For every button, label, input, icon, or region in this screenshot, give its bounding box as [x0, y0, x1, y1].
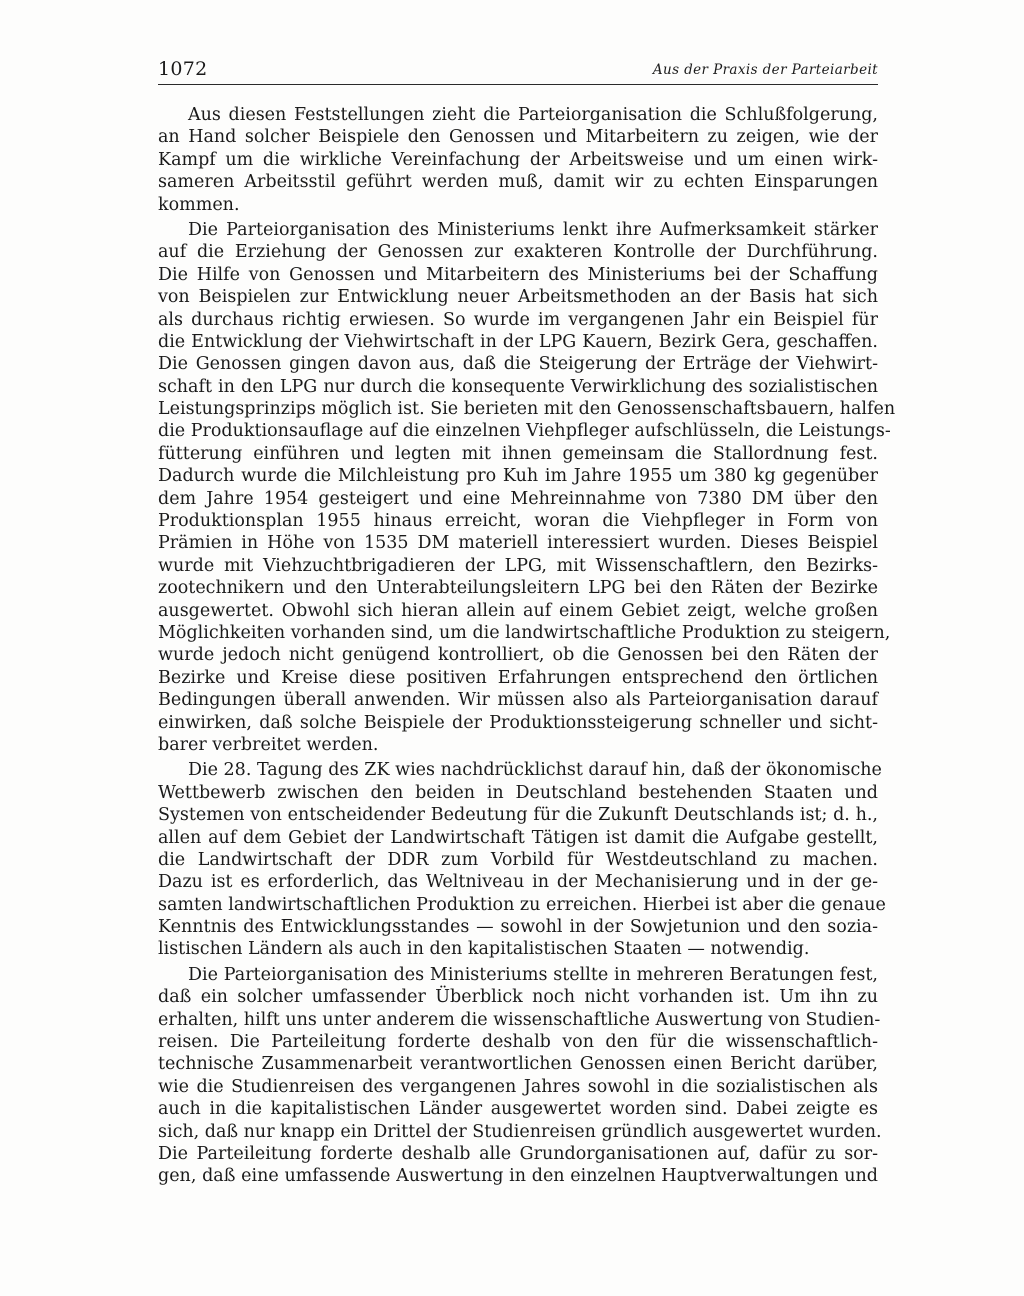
- text-line: Die 28. Tagung des ZK wies nachdrücklichst darauf hin, daß der ökonomische: [188, 760, 882, 781]
- text-line: Kampf um die wirkliche Vereinfachung der Arbeitsweise und um einen wirk-: [158, 149, 878, 170]
- text-line: erhalten, hilft uns unter anderem die wissenschaftliche Auswertung von Studien-: [158, 1009, 881, 1030]
- text-line: Dazu ist es erforderlich, das Weltniveau in der Mechanisierung und in der ge-: [158, 872, 878, 893]
- text-line: daß ein solcher umfassender Überblick noch nicht vorhanden ist. Um ihn zu: [158, 987, 878, 1008]
- text-line: Systemen von entscheidender Bedeutung für die Zukunft Deutschlands ist; d. h.,: [158, 805, 878, 826]
- text-line: Die Parteileitung forderte deshalb alle Grundorganisationen auf, dafür zu sor-: [158, 1143, 878, 1164]
- text-line: ausgewertet. Obwohl sich hieran allein auf einem Gebiet zeigt, welche großen: [158, 600, 878, 621]
- paragraph: [158, 759, 886, 961]
- paragraph: [158, 104, 878, 216]
- text-line: Aus diesen Feststellungen zieht die Parteiorganisation die Schlußfolgerung,: [188, 105, 878, 125]
- text-line: technische Zusammenarbeit verantwortlichen Genossen einen Bericht darüber,: [158, 1054, 878, 1075]
- page-number: 1072: [158, 58, 208, 80]
- text-line: samten landwirtschaftlichen Produktion zu erreichen. Hierbei ist aber die genaue: [158, 894, 886, 915]
- text-line: schaft in den LPG nur durch die konsequente Verwirklichung des sozialistischen: [158, 376, 878, 397]
- text-line: die Entwicklung der Viehwirtschaft in der LPG Kauern, Bezirk Gera, geschaffen.: [158, 331, 878, 352]
- text-line: Kenntnis des Entwicklungsstandes — sowohl in der Sowjetunion und den sozia-: [158, 917, 878, 938]
- text-line: sich, daß nur knapp ein Drittel der Studienreisen gründlich ausgewertet wurden.: [158, 1121, 882, 1142]
- text-line: kommen.: [158, 194, 240, 215]
- text-line: Dadurch wurde die Milchleistung pro Kuh im Jahre 1955 um 380 kg gegenüber: [158, 466, 878, 487]
- text-line: Produktionsplan 1955 hinaus erreicht, woran die Viehpfleger in Form von: [158, 511, 878, 532]
- text-line: Möglichkeiten vorhanden sind, um die landwirtschaftliche Produktion zu steigern,: [158, 622, 891, 643]
- text-line: wie die Studienreisen des vergangenen Jahres sowohl in die sozialistischen als: [158, 1076, 878, 1097]
- text-line: Prämien in Höhe von 1535 DM materiell interessiert wurden. Dieses Beispiel: [158, 533, 878, 554]
- text-line: barer verbreitet werden.: [158, 734, 379, 755]
- text-line: Leistungsprinzips möglich ist. Sie berieten mit den Genossenschaftsbauern, halfen: [158, 399, 896, 420]
- text-line: an Hand solcher Beispiele den Genossen und Mitarbeitern zu zeigen, wie der: [158, 127, 878, 148]
- text-line: auch in die kapitalistischen Länder ausgewertet worden sind. Dabei zeigte es: [158, 1099, 878, 1120]
- paragraph: [158, 964, 882, 1188]
- text-line: Bezirke und Kreise diese positiven Erfahrungen entsprechend den örtlichen: [158, 667, 878, 688]
- text-line: gen, daß eine umfassende Auswertung in den einzelnen Hauptverwaltungen und: [158, 1166, 878, 1187]
- text-line: Die Genossen gingen davon aus, daß die Steigerung der Erträge der Viehwirt-: [158, 354, 878, 375]
- text-line: von Beispielen zur Entwicklung neuer Arbeitsmethoden an der Basis hat sich: [158, 287, 878, 308]
- text-line: einwirken, daß solche Beispiele der Produktionssteigerung schneller und sicht-: [158, 712, 878, 733]
- text-line: Die Hilfe von Genossen und Mitarbeitern des Ministeriums bei der Schaffung: [158, 264, 878, 285]
- text-line: zootechnikern und den Unterabteilungsleitern LPG bei den Räten der Bezirke: [158, 578, 878, 599]
- text-line: allen auf dem Gebiet der Landwirtschaft Tätigen ist damit die Aufgabe gestellt,: [158, 827, 878, 848]
- text-line: sameren Arbeitsstil geführt werden muß, damit wir zu echten Einsparungen: [158, 172, 878, 193]
- text-line: Die Parteiorganisation des Ministeriums lenkt ihre Aufmerksamkeit stärker: [188, 219, 878, 240]
- text-line: wurde jedoch nicht genügend kontrolliert, ob die Genossen bei den Räten der: [158, 645, 878, 666]
- text-line: Bedingungen überall anwenden. Wir müssen also als Parteiorganisation darauf: [158, 690, 878, 711]
- text-line: Wettbewerb zwischen den beiden in Deutschland bestehenden Staaten und: [158, 782, 878, 803]
- text-line: als durchaus richtig erwiesen. So wurde im vergangenen Jahr ein Beispiel für: [158, 309, 878, 330]
- text-line: reisen. Die Parteileitung forderte deshalb von den für die wissenschaftlich-: [158, 1032, 878, 1053]
- text-line: fütterung einführen und legten mit ihnen gemeinsam die Stallordnung fest.: [158, 443, 878, 464]
- text-line: auf die Erziehung der Genossen zur exakteren Kontrolle der Durchführung.: [158, 242, 878, 263]
- page-header: [158, 58, 878, 85]
- text-line: die Produktionsauflage auf die einzelnen Viehpfleger aufschlüsseln, die Leistungs-: [158, 421, 891, 442]
- text-line: Die Parteiorganisation des Ministeriums stellte in mehreren Beratungen fest,: [188, 964, 878, 985]
- text-line: listischen Ländern als auch in den kapitalistischen Staaten — notwendig.: [158, 939, 810, 960]
- paragraph: [158, 219, 896, 756]
- running-title: Aus der Praxis der Parteiarbeit: [652, 62, 878, 78]
- body-text: [158, 104, 896, 1188]
- text-line: dem Jahre 1954 gesteigert und eine Mehreinnahme von 7380 DM über den: [158, 488, 878, 509]
- text-line: wurde mit Viehzuchtbrigadieren der LPG, mit Wissenschaftlern, den Bezirks-: [158, 555, 878, 576]
- text-line: die Landwirtschaft der DDR zum Vorbild für Westdeutschland zu machen.: [158, 849, 878, 870]
